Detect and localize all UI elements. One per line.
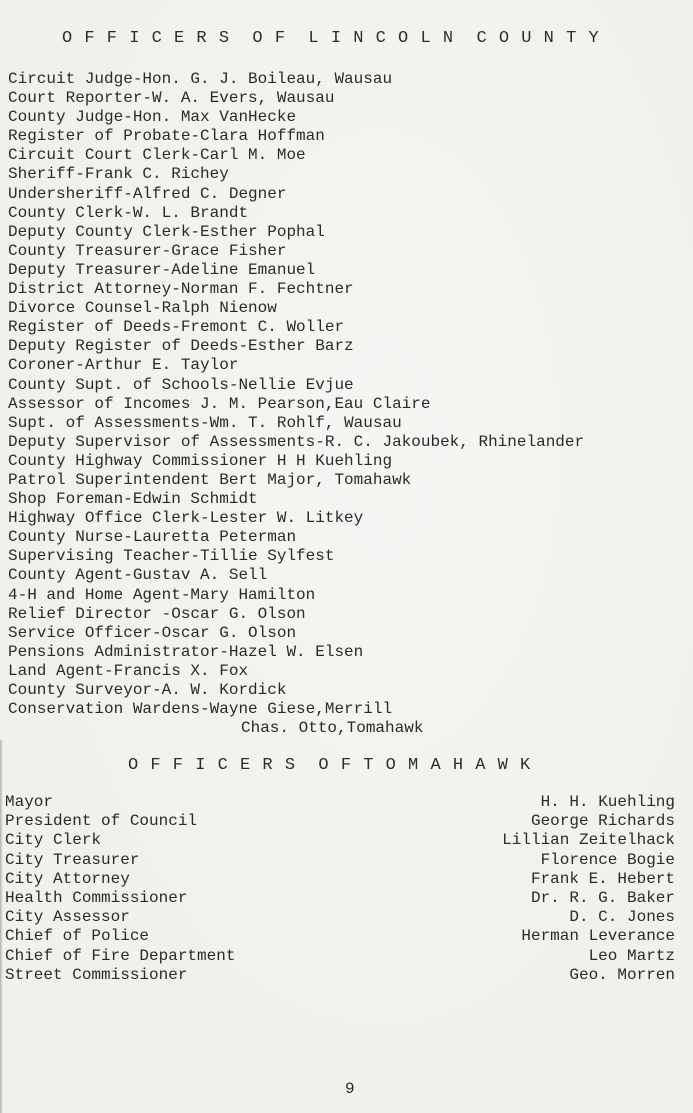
list-item: County Judge-Hon. Max VanHecke <box>8 108 297 127</box>
list-item: Land Agent-Francis X. Fox <box>8 661 249 680</box>
list-item: County Supt. of Schools-Nellie Evjue <box>8 375 354 394</box>
officer-name: Herman Leverance <box>521 927 675 946</box>
officer-name: Geo. Morren <box>569 965 675 984</box>
list-item: Pensions Administrator-Hazel W. Elsen <box>8 642 364 661</box>
tomahawk-heading: O F F I C E R S O F T O M A H A W K <box>128 756 532 775</box>
list-item: 4-H and Home Agent-Mary Hamilton <box>8 585 316 604</box>
list-item: Highway Office Clerk-Lester W. Litkey <box>8 509 364 528</box>
office-title: Mayor <box>5 793 54 811</box>
list-item: Service Officer-Oscar G. Olson <box>8 623 297 642</box>
list-item: Court Reporter-W. A. Evers, Wausau <box>8 89 335 108</box>
lincoln-county-officers-list <box>8 70 688 738</box>
office-title: City Clerk <box>5 831 102 850</box>
list-item: County Clerk-W. L. Brandt <box>8 203 249 222</box>
office-title: City Treasurer <box>5 850 140 869</box>
officer-name: Dr. R. G. Baker <box>530 888 675 907</box>
list-item: Sheriff-Frank C. Richey <box>8 165 229 184</box>
table-row <box>5 889 675 908</box>
list-item: Supt. of Assessments-Wm. T. Rohlf, Wausau <box>8 413 402 432</box>
officer-name: H. H. Kuehling <box>540 793 675 811</box>
list-item: Register of Deeds-Fremont C. Woller <box>8 318 345 337</box>
officer-name: Florence Bogie <box>540 850 675 869</box>
table-row <box>5 812 675 831</box>
table-row <box>5 927 675 946</box>
list-item: Deputy Treasurer-Adeline Emanuel <box>8 260 316 279</box>
page-number: 9 <box>345 1080 355 1098</box>
list-item: District Attorney-Norman F. Fechtner <box>8 280 354 299</box>
tomahawk-officers-table <box>5 793 675 985</box>
officer-name: Frank E. Hebert <box>530 869 675 888</box>
list-item: Assessor of Incomes J. M. Pearson,Eau Claire <box>8 394 431 413</box>
office-title: Chief of Police <box>5 927 150 946</box>
table-row <box>5 966 675 985</box>
office-title: City Assessor <box>5 908 130 927</box>
officer-name: George Richards <box>530 812 675 831</box>
list-item: Shop Foreman-Edwin Schmidt <box>8 490 258 509</box>
list-item: Relief Director -Oscar G. Olson <box>8 604 306 623</box>
table-row <box>5 908 675 927</box>
office-title: Chief of Fire Department <box>5 946 236 965</box>
table-row <box>5 831 675 850</box>
table-row <box>5 793 675 812</box>
list-item: Deputy County Clerk-Esther Pophal <box>8 222 325 241</box>
page-edge-shadow <box>0 740 3 1113</box>
list-item: Undersheriff-Alfred C. Degner <box>8 184 287 203</box>
list-item: Supervising Teacher-Tillie Sylfest <box>8 547 335 566</box>
office-title: President of Council <box>5 812 198 831</box>
list-item: Deputy Supervisor of Assessments-R. C. Jakoubek, Rhinelander <box>8 432 585 451</box>
office-title: Street Commissioner <box>5 965 188 984</box>
officer-name: Leo Martz <box>588 946 675 965</box>
list-item: Deputy Register of Deeds-Esther Barz <box>8 337 354 356</box>
list-item: Patrol Superintendent Bert Major, Tomahawk <box>8 470 412 489</box>
list-item-continuation: Chas. Otto,Tomahawk <box>241 719 424 738</box>
list-item: Divorce Counsel-Ralph Nienow <box>8 299 277 318</box>
list-item: County Agent-Gustav A. Sell <box>8 566 268 585</box>
list-item: County Nurse-Lauretta Peterman <box>8 528 297 547</box>
officer-name: D. C. Jones <box>569 908 675 927</box>
list-item: Circuit Court Clerk-Carl M. Moe <box>8 146 306 165</box>
list-item: Circuit Judge-Hon. G. J. Boileau, Wausau <box>8 70 393 88</box>
list-item: County Surveyor-A. W. Kordick <box>8 681 287 699</box>
list-item: Conservation Wardens-Wayne Giese,Merrill <box>8 700 393 719</box>
table-row <box>5 947 675 966</box>
list-item: County Highway Commissioner H H Kuehling <box>8 451 393 470</box>
office-title: Health Commissioner <box>5 888 188 907</box>
office-title: City Attorney <box>5 869 130 888</box>
officer-name: Lillian Zeitelhack <box>502 831 675 850</box>
lincoln-county-heading: O F F I C E R S O F L I N C O L N C O U N T Y <box>62 29 600 48</box>
table-row <box>5 851 675 870</box>
table-row <box>5 870 675 889</box>
list-item: Coroner-Arthur E. Taylor <box>8 356 239 375</box>
list-item: Register of Probate-Clara Hoffman <box>8 127 325 146</box>
list-item: County Treasurer-Grace Fisher <box>8 241 287 260</box>
